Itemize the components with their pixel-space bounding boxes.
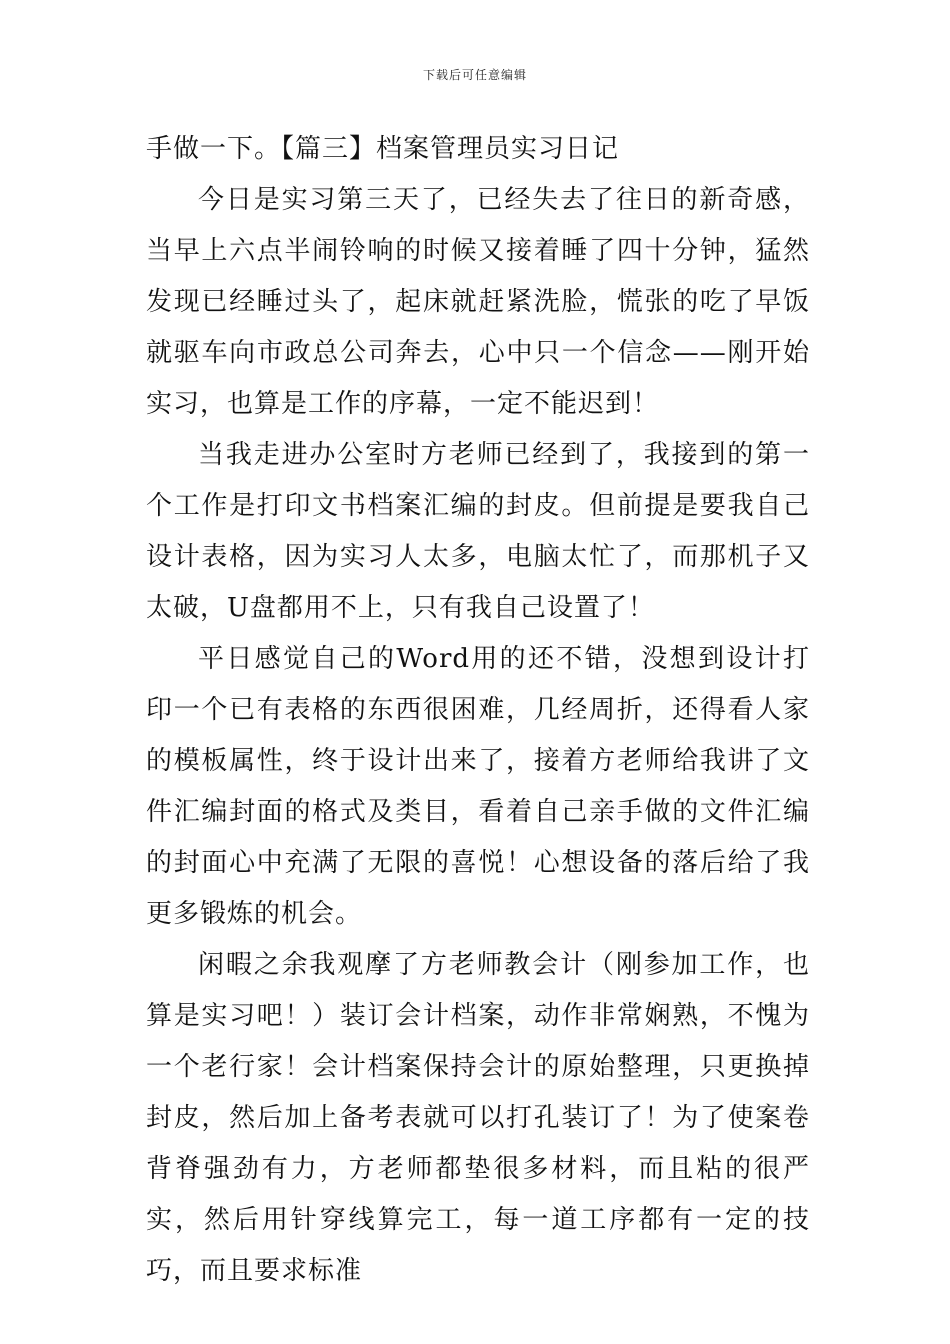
- paragraph-day-three: 今日是实习第三天了，已经失去了往日的新奇感，当早上六点半闹铃响的时候又接着睡了四十分钟，猛然发现已经睡过头了，起床就赶紧洗脸，慌张的吃了早饭就驱车向市政总公司奔去，心中只一个信念——刚开始实习，也算是工作的序幕，一定不能迟到！: [146, 185, 810, 419]
- paragraph-continuation: 手做一下。【篇三】档案管理员实习日记: [146, 134, 620, 164]
- document-body: [146, 124, 810, 1297]
- paragraph-word-design: 平日感觉自己的Word用的还不错，没想到设计打印一个已有表格的东西很困难，几经周折，还得看人家的模板属性，终于设计出来了，接着方老师给我讲了文件汇编封面的格式及类目，看着自己亲手做的文件汇编的封面心中充满了无限的喜悦！心想设备的落后给了我更多锻炼的机会。: [146, 644, 810, 929]
- page-header: 下载后可任意编辑: [422, 68, 527, 82]
- paragraph-office-work: 当我走进办公室时方老师已经到了，我接到的第一个工作是打印文书档案汇编的封皮。但前提是要我自己设计表格，因为实习人太多，电脑太忙了，而那机子又太破，U盘都用不上，只有我自己设置了！: [146, 440, 810, 623]
- paragraph-accounting-archives: 闲暇之余我观摩了方老师教会计（刚参加工作，也算是实习吧！）装订会计档案，动作非常娴熟，不愧为一个老行家！会计档案保持会计的原始整理，只更换掉封皮，然后加上备考表就可以打孔装订了！为了使案卷背脊强劲有力，方老师都垫很多材料，而且粘的很严实，然后用针穿线算完工，每一道工序都有一定的技巧，而且要求标准: [146, 950, 810, 1286]
